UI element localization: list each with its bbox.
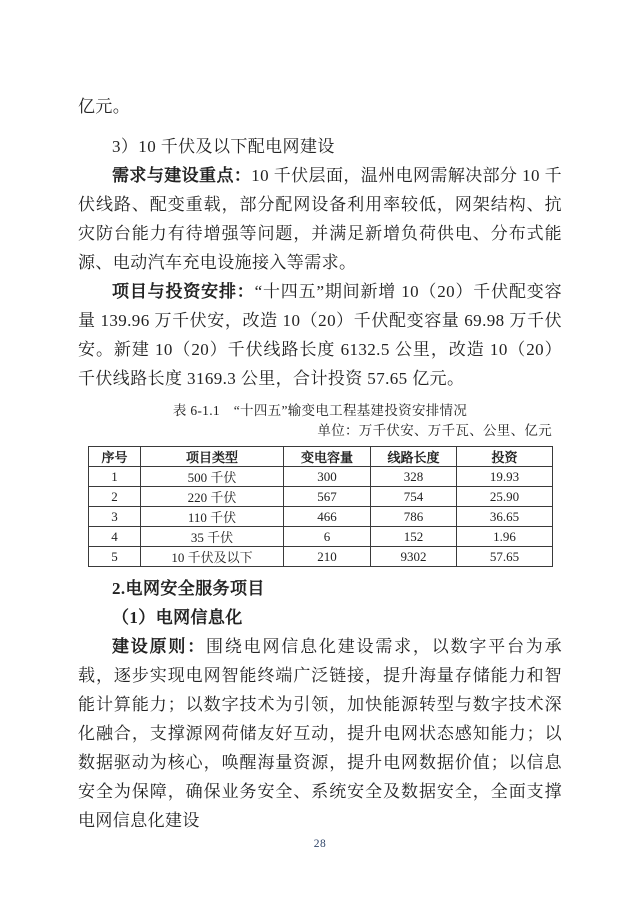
paragraph-continuation: 亿元。 bbox=[78, 97, 131, 116]
col-header-project-type: 项目类型 bbox=[141, 447, 284, 467]
col-header-investment: 投资 bbox=[457, 447, 553, 467]
cell-index: 2 bbox=[89, 487, 141, 507]
cell-index: 3 bbox=[89, 507, 141, 527]
table-caption: 表 6-1.1 “十四五”输变电工程基建投资安排情况 bbox=[172, 403, 468, 418]
cell-line-length: 328 bbox=[371, 467, 457, 487]
col-header-index: 序号 bbox=[89, 447, 141, 467]
cell-line-length: 9302 bbox=[371, 547, 457, 567]
paragraph-investment bbox=[78, 277, 562, 393]
principles-text: 围绕电网信息化建设需求，以数字平台为承载，逐步实现电网智能终端广泛链接，提升海量存储能力和智能计算能力；以数字技术为引领，加快能源转型与数字技术深化融合，支撑源网荷储友好互动，提升电网状态感知能力；以数据驱动为核心，唤醒海量资源，提升电网数据价值；以信息安全为保障，确保业务安全、系统安全及数据安全，全面支撑电网信息化建设 bbox=[78, 637, 562, 830]
heading-distribution-network: 3）10 千伏及以下配电网建设 bbox=[112, 137, 335, 156]
cell-index: 5 bbox=[89, 547, 141, 567]
paragraph-demand bbox=[78, 161, 562, 277]
cell-substation-capacity: 300 bbox=[284, 467, 371, 487]
cell-investment: 19.93 bbox=[457, 467, 553, 487]
cell-investment: 57.65 bbox=[457, 547, 553, 567]
demand-label: 需求与建设重点： bbox=[112, 166, 252, 185]
cell-project-type: 220 千伏 bbox=[141, 487, 284, 507]
demand-text: 10 千伏层面，温州电网需解决部分 10 千伏线路、配变重载，部分配网设备利用率较低，网架结构、抗灾防台能力有待增强等问题，并满足新增负荷供电、分布式能源、电动汽车充电设施接入等需求。 bbox=[78, 166, 562, 272]
cell-substation-capacity: 6 bbox=[284, 527, 371, 547]
cell-index: 1 bbox=[89, 467, 141, 487]
table-row bbox=[89, 467, 553, 487]
table-header-row bbox=[89, 447, 553, 467]
cell-substation-capacity: 210 bbox=[284, 547, 371, 567]
principles-label: 建设原则： bbox=[112, 637, 207, 656]
table-row bbox=[89, 547, 553, 567]
cell-investment: 1.96 bbox=[457, 527, 553, 547]
cell-project-type: 500 千伏 bbox=[141, 467, 284, 487]
cell-index: 4 bbox=[89, 527, 141, 547]
cell-line-length: 786 bbox=[371, 507, 457, 527]
cell-investment: 36.65 bbox=[457, 507, 553, 527]
cell-project-type: 110 千伏 bbox=[141, 507, 284, 527]
table-units-note: 单位：万千伏安、万千瓦、公里、亿元 bbox=[317, 423, 552, 438]
cell-project-type: 35 千伏 bbox=[141, 527, 284, 547]
paragraph-construction-principles bbox=[78, 632, 562, 835]
heading-grid-safety-projects: 2.电网安全服务项目 bbox=[112, 579, 265, 598]
cell-line-length: 754 bbox=[371, 487, 457, 507]
cell-project-type: 10 千伏及以下 bbox=[141, 547, 284, 567]
table-row bbox=[89, 527, 553, 547]
cell-substation-capacity: 567 bbox=[284, 487, 371, 507]
investment-label: 项目与投资安排： bbox=[112, 282, 255, 301]
heading-grid-informatization: （1）电网信息化 bbox=[112, 608, 243, 627]
col-header-substation-capacity: 变电容量 bbox=[284, 447, 371, 467]
col-header-line-length: 线路长度 bbox=[371, 447, 457, 467]
investment-text: “十四五”期间新增 10（20）千伏配变容量 139.96 万千伏安，改造 10（20）千伏配变容量 69.98 万千伏安。新建 10（20）千伏线路长度 6132.5 公里，改造 10（20）千伏线路长度 3169.3 公里，合计投资 57.65 亿元。 bbox=[78, 282, 562, 388]
table-row bbox=[89, 487, 553, 507]
investment-table bbox=[88, 446, 553, 567]
cell-investment: 25.90 bbox=[457, 487, 553, 507]
page-number: 28 bbox=[313, 838, 327, 850]
table-row bbox=[89, 507, 553, 527]
cell-substation-capacity: 466 bbox=[284, 507, 371, 527]
cell-line-length: 152 bbox=[371, 527, 457, 547]
